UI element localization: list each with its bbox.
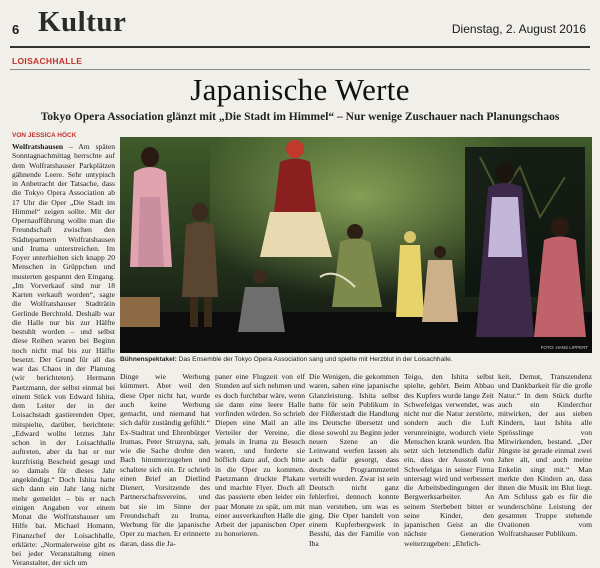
photo-credit: FOTO: HANS LIPPERT: [540, 345, 588, 350]
section-title: Kultur: [38, 6, 127, 38]
headline: Japanische Werte: [190, 72, 410, 107]
header-rule: [10, 46, 590, 48]
caption-label: Bühnenspektakel:: [120, 356, 177, 363]
lead-text: – Am späten Sonntagnachmittag herrschte auf dem Wolfratshauser Parkplätzen gähnende Leere. Sehr untypisch in Anbetracht der Tatsache, dass die Tokyo Opera Association ab 17 Uhr die Oper „Die Stadt im Himmel“ zeigen sollte. Mit der Opernaufführung wollte man die Freundschaft zwischen den Städtepartnern Wolfratshausen und Iruma unterstreichen. Im Foyer unterhielten sich knapp 20 Menschen in Grüppchen und musterten gespannt den Eingang. „Im Vorverkauf sind nur 18 Karten verkauft worden“, sagte die Wolfratshauser Stadträtin Gerlinde Berchtold. Deshalb war die Halle nur bis zur Hälfte bestuhlt worden – und selbst diese Reihen waren bei Beginn noch nicht mal bis zur Hälfte besetzt. Der Grund für all das war das Chaos in der Planung (wir berichteten). Hermann Paetzmann, der selbst einmal bei einem Stück von Edward Ishita, dem Leiter der in der Loisachstadt gastierenden Oper, mitspielte, darüber, berichtete: „Edward wollte letztes Jahr schon in der Loisachhalle auftreten, aber da hat er nur kurzfristig Bescheid gesagt und so damals für dieses Jahr angekündigt.“ Doch Ishita hatte sich dann ein Jahr lang nicht mehr gemeldet – bis er nach einigen Angaben vor einem Monat die Wolfratshauser um Hilfe bat. Michael Homann, Finanzchef der Loisachhalle, erklärte: „Normalerweise gibt es bei jeder Veranstaltung einen Veranstalter, der sich um: [12, 142, 115, 568]
page-number: 6: [12, 22, 20, 37]
opera-stage-illustration: [120, 137, 592, 353]
subheadline: Tokyo Opera Association glänzt mit „Die Stadt im Himmel“ – Nur wenige Zuschauer nach Planungschaos: [40, 111, 560, 123]
photo-caption: [120, 356, 592, 363]
body-column-4: Teigo, den Ishita selbst spielte, gehört. Beim Abbau des Kupfers wurde lange Zeit Schwefelgas verwendet, was nicht nur die Natur zerstörte, sondern auch die Luft verunreinigte, wodurch viele Menschen krank wurden. Iba setzt sich letztendlich dafür ein, dass der Ausstoß von Schwefelgas in seiner Firma untersagt wird und verbessert die Arbeitsbedingungen der Bergwerksarbeiter. An seinem Sterbebett bittet er seine Kinder, den japanischen Geist an die nächste Generation weiterzugeben: „Ehrlich-: [404, 372, 494, 548]
caption-text: Das Ensemble der Tokyo Opera Association sang und spielte mit Herzblut in der Loisachhalle.: [176, 356, 453, 363]
kicker: LOISACHHALLE: [12, 56, 83, 66]
kicker-rule: [10, 69, 590, 70]
body-column-2: paner eine Flugzeit von elf Stunden auf sich nehmen und es doch furchtbar wäre, wenn sie dann eine leere Halle vorfinden würden. So schrieb Diepen eine Mail an alle Verteiler der Vereine, die jemals in Iruma zu Besuch waren, und forderte sie höflich dazu auf, doch bitte in die Oper zu kommen. Paetzmann druckte Plakate und machte Flyer. Doch all das passierte eben leider ein paar Monate zu spät, um mit einer ausverkauften Halle die Arbeit der japanischen Oper zu honorieren.: [215, 372, 305, 539]
body-column-5: keit, Demut, Transzendenz und Dankbarkeit für die große Natur.“ In dem Stück durfte auch ein Kinderchor mitwirken, der aus sieben Kindern, laut Ishita alle Sprösslinge von Mitwirkenden, bestand. „Der Jüngste ist gerade einmal zwei Jahre alt, und auch meine Enkelin singt mit.“ Man merkte den Kindern an, dass ihnen die Musik im Blut liegt. Am Schluss gab es für die wunderschöne Leistung der gesamten Truppe stehende Ovationen vom Wolfratshauser Publikum.: [498, 372, 592, 539]
issue-date: Dienstag, 2. August 2016: [451, 22, 586, 36]
body-column-3: Die Wenigen, die gekommen waren, sahen eine japanische Glanzleistung. Ishita selbst hatte für sein Publikum in der Flößerstadt die Handlung ins Deutsche übersetzt und diese sowohl zu Beginn jeder neuen Szene an die Leinwand werfen lassen als auch dafür gesorgt, dass deutsche Programmzettel verteilt wurden. Zwar ist sein Deutsch nicht ganz fehlerfrei, dennoch konnte man verstehen, um was es ging. Die Oper handelt von einem Kupferbergwerk in Besshi, das der Familie von Iba: [309, 372, 399, 548]
dateline: Wolfratshausen: [12, 142, 64, 151]
body-column-1: Dinge wie Werbung kümmert. Aber weil den diese Oper nicht hat, wurde auch keine Werbung gemacht, und niemand hat sich dafür zuständig gefühlt.“ Ex-Stadtrat und Ehrenbürger Irumas, Peter Struzyna, sah, wie die Sache drohte den Bach hinunterzugehen und schaltete sich ein. Er schrieb einen Brief an Dietlind Dienert, Vorsitzende des Partnerschaftsvereins, und bat sie im Sinne der Freundschaft zu Iruma, Werbung für die japanische Oper zu machen. Er erinnerte daran, dass die Ja-: [120, 372, 210, 548]
lead-column: [12, 142, 115, 568]
stage-photo: [120, 137, 592, 353]
byline: VON JESSICA HÖCK: [12, 132, 77, 139]
